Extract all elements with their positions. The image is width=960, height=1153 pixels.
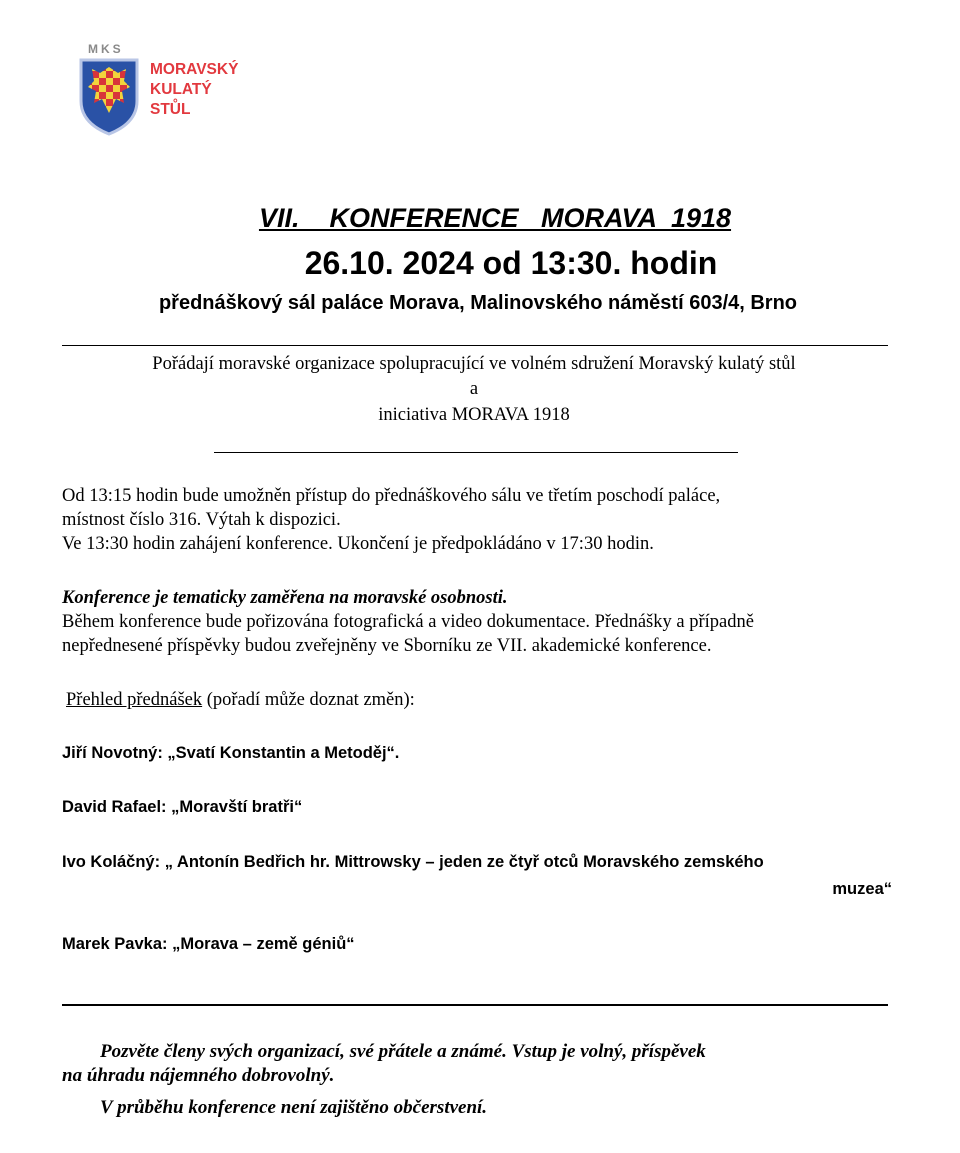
organizers-conjunction: a (469, 379, 479, 399)
logo-name (150, 60, 238, 120)
organizers-initiative: iniciativa MORAVA 1918 (378, 405, 570, 425)
info-line: Od 13:15 hodin bude umožněn přístup do přednáškového sálu ve třetím poschodí paláce, (62, 486, 721, 506)
footer-invitation: Pozvěte členy svých organizací, své přátele a známé. Vstup je volný, příspěvek (100, 1041, 706, 1062)
divider (62, 1004, 888, 1006)
conference-title: VII. KONFERENCE MORAVA 1918 (258, 203, 732, 233)
lecture-item: Ivo Koláčný: „ Antonín Bedřich hr. Mittrowsky – jeden ze čtyř otců Moravského zemského (62, 853, 764, 871)
footer-fee: na úhradu nájemného dobrovolný. (62, 1065, 335, 1086)
logo-name-line: KULATÝ (150, 81, 212, 98)
moravian-eagle-shield-icon (78, 57, 140, 137)
conference-datetime: 26.10. 2024 od 13:30. hodin (304, 245, 718, 281)
lecture-item: Marek Pavka: „Morava – země géniů“ (62, 935, 355, 953)
divider (62, 345, 888, 346)
lectures-heading-underlined: Přehled přednášek (66, 690, 203, 710)
lecture-item: Jiří Novotný: „Svatí Konstantin a Metoděj“. (62, 744, 400, 762)
theme-line: Během konference bude pořizována fotografická a video dokumentace. Přednášky a případně (62, 612, 754, 632)
divider (214, 452, 738, 453)
organizers-line: Pořádají moravské organizace spolupracující ve volném sdružení Moravský kulatý stůl (152, 354, 796, 374)
info-access (62, 484, 720, 556)
footer-refreshments: V průběhu konference není zajištěno občerstvení. (100, 1097, 488, 1118)
theme-line: nepřednesené příspěvky budou zveřejněny ve Sborníku ze VII. akademické konference. (62, 636, 712, 656)
theme-section (62, 586, 754, 658)
info-line: Ve 13:30 hodin zahájení konference. Ukončení je předpokládáno v 17:30 hodin. (62, 534, 654, 554)
logo-name-line: MORAVSKÝ (150, 61, 239, 78)
info-line: místnost číslo 316. Výtah k dispozici. (62, 510, 341, 530)
logo-name-line: STŮL (150, 101, 191, 118)
lectures-heading (66, 688, 415, 712)
logo-abbreviation: MKS (88, 42, 124, 56)
lectures-heading-note: (pořadí může doznat změn): (202, 690, 415, 710)
theme-headline: Konference je tematicky zaměřena na moravské osobnosti. (62, 588, 508, 608)
mks-logo (78, 42, 268, 142)
lecture-item: David Rafael: „Moravští bratři“ (62, 798, 303, 816)
conference-venue: přednáškový sál paláce Morava, Malinovského náměstí 603/4, Brno (158, 292, 798, 314)
lecture-item-continuation: muzea“ (832, 880, 892, 898)
